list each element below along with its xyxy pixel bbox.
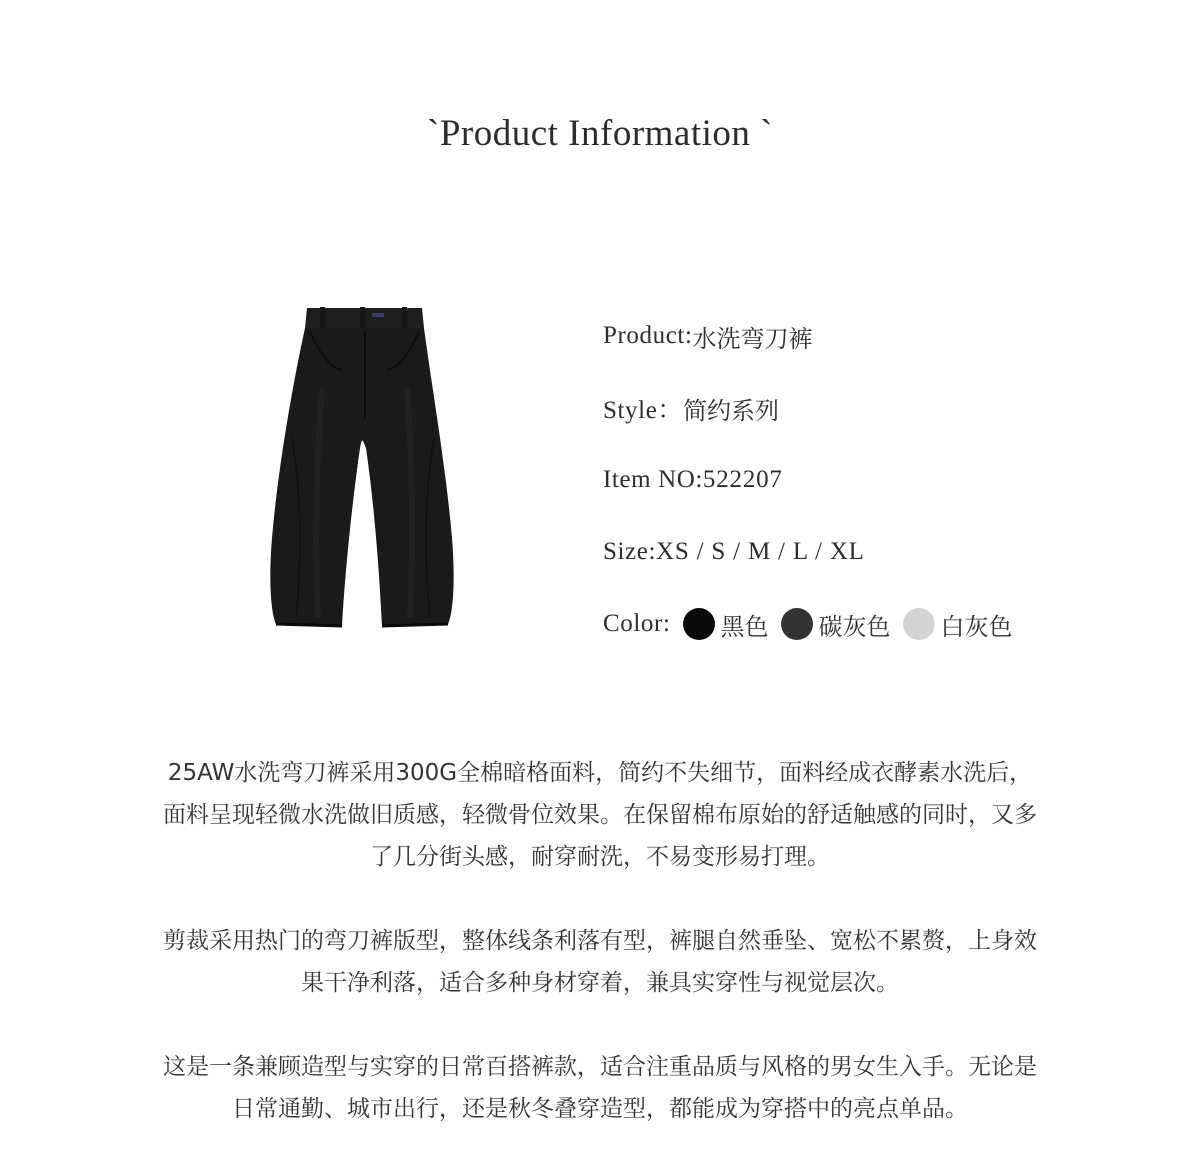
- description-line: 果干净利落，适合多种身材穿着，兼具实穿性与视觉层次。: [301, 970, 899, 996]
- product-name-row: [603, 300, 1013, 372]
- product-info-list: [603, 300, 1013, 660]
- swatch-dot-light-gray: [903, 608, 935, 640]
- item-number-row: [603, 444, 1013, 516]
- description-paragraph-1: [80, 752, 1120, 878]
- color-swatch-light-gray[interactable]: [903, 607, 1013, 642]
- swatch-name-charcoal: 碳灰色: [818, 612, 891, 641]
- product-name: 水洗弯刀裤: [692, 324, 813, 353]
- swatch-dot-charcoal: [781, 608, 813, 640]
- item-number-value: 522207: [702, 466, 783, 493]
- description-paragraph-3: [80, 1046, 1120, 1130]
- product-label: Product:: [603, 322, 693, 349]
- description-line: 25AW水洗弯刀裤采用300G全棉暗格面料，简约不失细节，面料经成衣酵素水洗后，: [167, 760, 1033, 786]
- description-line: 了几分街头感，耐穿耐洗，不易变形易打理。: [370, 844, 830, 870]
- size-label: Size:: [603, 538, 656, 565]
- description-line: 面料呈现轻微水洗做旧质感，轻微骨位效果。在保留棉布原始的舒适触感的同时，又多: [163, 802, 1037, 828]
- color-swatches: [671, 607, 1013, 642]
- style-label: Style：: [603, 397, 683, 424]
- product-image: [262, 298, 462, 638]
- size-value: XS / S / M / L / XL: [656, 538, 865, 565]
- page-title: `Product Information `: [427, 113, 773, 154]
- description-line: 剪裁采用热门的弯刀裤版型，整体线条利落有型，裤腿自然垂坠、宽松不累赘，上身效: [163, 928, 1037, 954]
- color-row: [603, 588, 1013, 660]
- description-line: 日常通勤、城市出行，还是秋冬叠穿造型，都能成为穿搭中的亮点单品。: [232, 1096, 968, 1122]
- item-number-label: Item NO:: [603, 466, 703, 493]
- description-paragraph-2: [80, 920, 1120, 1004]
- swatch-name-light-gray: 白灰色: [940, 612, 1013, 641]
- description-line: 这是一条兼顾造型与实穿的日常百搭裤款，适合注重品质与风格的男女生入手。无论是: [163, 1054, 1037, 1080]
- color-label: Color:: [603, 610, 671, 637]
- swatch-name-black: 黑色: [720, 612, 769, 641]
- style-value: 简约系列: [683, 396, 779, 425]
- size-row: [603, 516, 1013, 588]
- swatch-dot-black: [683, 608, 715, 640]
- color-swatch-charcoal[interactable]: [781, 607, 891, 642]
- color-swatch-black[interactable]: [683, 607, 769, 642]
- style-row: [603, 372, 1013, 444]
